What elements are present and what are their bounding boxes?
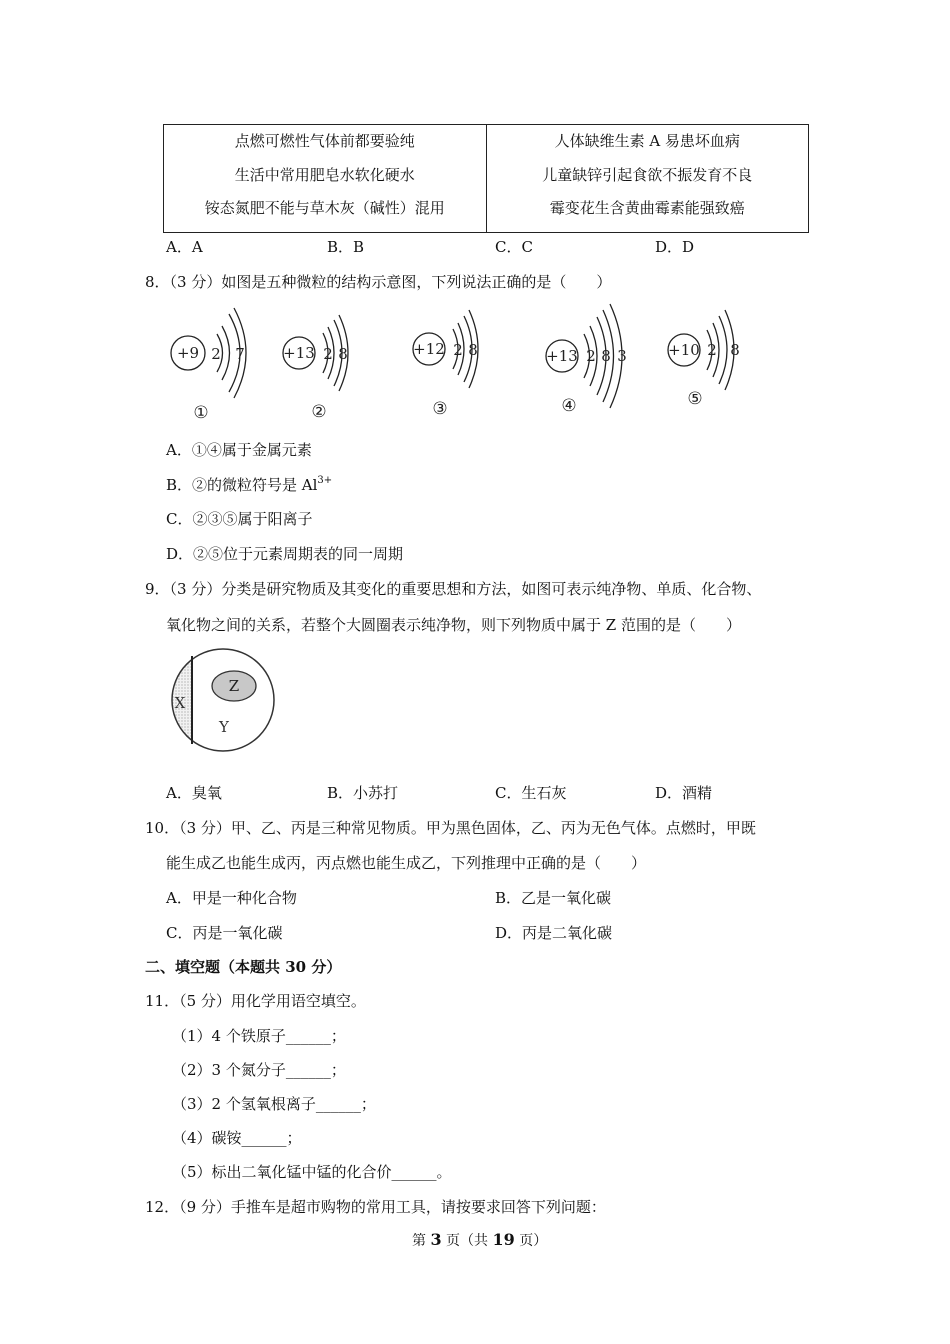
q8-option-d: D．②⑤位于元素周期表的同一周期: [166, 545, 404, 563]
q12-stem: 12．（9 分）手推车是超市购物的常用工具，请按要求回答下列问题：: [145, 1198, 606, 1216]
q11-item: （5）标出二氧化锰中锰的化合价______。: [172, 1163, 452, 1181]
shell-electron-count: 2: [453, 341, 463, 359]
shell-electron-count: 8: [338, 345, 348, 363]
q9-classification-venn-diagram: [166, 648, 282, 752]
shell-electron-count: 3: [617, 347, 627, 365]
table-line: 霉变花生含黄曲霉素能强致癌: [549, 199, 745, 217]
section-heading: 二、填空题（本题共 30 分）: [145, 958, 342, 976]
particle-label: ①: [193, 403, 209, 423]
table-cell-right: [486, 125, 809, 233]
shell-electron-count: 2: [707, 341, 717, 359]
electron-shell-arc: [719, 316, 727, 384]
z-label: Z: [228, 677, 240, 695]
table-line: 人体缺维生素 A 易患坏血病: [554, 132, 740, 150]
footer-suffix: 页）: [519, 1233, 548, 1249]
particle-label: ⑤: [687, 389, 703, 409]
shell-electron-count: 8: [601, 347, 611, 365]
q7-option-a: A．A: [166, 238, 203, 256]
nucleus-charge: +13: [283, 344, 315, 362]
shell-electron-count: 2: [323, 345, 333, 363]
table-line: 儿童缺锌引起食欲不振发育不良: [542, 165, 753, 184]
shell-electron-count: 7: [235, 345, 245, 363]
table-line: 生活中常用肥皂水软化硬水: [234, 165, 415, 184]
shell-electron-count: 2: [586, 347, 596, 365]
footer-total-pages: 19: [492, 1230, 515, 1249]
q8-stem: 8．（3 分）如图是五种微粒的结构示意图，下列说法正确的是（ ）: [145, 273, 612, 291]
q9-option-b: B．小苏打: [327, 784, 399, 802]
table-cell-left: [164, 125, 487, 233]
q9-stem-line-1: 9．（3 分）分类是研究物质及其变化的重要思想和方法，如图可表示纯净物、单质、化合物、: [145, 580, 762, 598]
shell-electron-count: 8: [468, 341, 478, 359]
nucleus-charge: +10: [668, 341, 700, 359]
q8-option-b: [166, 474, 332, 495]
y-label: Y: [219, 718, 229, 736]
footer-page-number: 3: [430, 1230, 442, 1249]
q10-option-a: A．甲是一种化合物: [166, 889, 297, 907]
q10-option-b: B．乙是一氧化碳: [495, 889, 612, 907]
table-line: 铵态氮肥不能与草木灰（碱性）混用: [204, 199, 445, 217]
q8-option-c: C．②③⑤属于阳离子: [166, 510, 313, 528]
q9-option-d: D．酒精: [655, 784, 713, 802]
particle-label: ④: [561, 396, 577, 416]
nucleus-charge: +9: [176, 344, 200, 362]
footer-prefix: 第: [412, 1233, 426, 1249]
q7-statement-table: [163, 124, 809, 233]
q8-option-b-text: B．②的微粒符号是 Al: [166, 476, 318, 494]
footer-mid: 页（共: [446, 1233, 489, 1249]
particle-label: ②: [311, 402, 327, 422]
shell-electron-count: 2: [211, 345, 221, 363]
charge-superscript: 3+: [317, 475, 333, 486]
x-label: X: [174, 694, 186, 712]
q11-item: （1）4 个铁原子______；: [172, 1027, 346, 1045]
q9-stem-line-2: 氧化物之间的关系，若整个大圆圈表示纯净物，则下列物质中属于 Z 范围的是（ ）: [166, 616, 741, 634]
q7-option-c: C．C: [495, 238, 533, 256]
q7-option-d: D．D: [655, 238, 695, 256]
q9-option-c: C．生石灰: [495, 784, 567, 802]
shell-electron-count: 8: [730, 341, 740, 359]
q11-item: （2）3 个氮分子______；: [172, 1061, 346, 1079]
q8-option-a: A．①④属于金属元素: [166, 441, 312, 459]
q10-stem-line-1: 10．（3 分）甲、乙、丙是三种常见物质。甲为黑色固体，乙、丙为无色气体。点燃时，甲既: [145, 819, 756, 837]
q11-item: （4）碳铵______；: [172, 1129, 302, 1147]
q10-option-c: C．丙是一氧化碳: [166, 924, 283, 942]
nucleus-charge: +13: [546, 347, 578, 365]
q8-atomic-structure-diagram: [160, 298, 760, 428]
nucleus-charge: +12: [413, 340, 445, 358]
q10-option-d: D．丙是二氧化碳: [495, 924, 613, 942]
q11-stem: 11．（5 分）用化学用语空填空。: [145, 992, 366, 1010]
particle-label: ③: [432, 399, 448, 419]
table-line: 点燃可燃性气体前都要验纯: [234, 132, 415, 150]
q11-item: （3）2 个氢氧根离子______；: [172, 1095, 376, 1113]
q10-stem-line-2: 能生成乙也能生成丙，丙点燃也能生成乙，下列推理中正确的是（ ）: [166, 854, 647, 872]
q9-option-a: A．臭氧: [166, 784, 222, 802]
q7-option-b: B．B: [327, 238, 365, 256]
page-footer: [412, 1230, 547, 1250]
